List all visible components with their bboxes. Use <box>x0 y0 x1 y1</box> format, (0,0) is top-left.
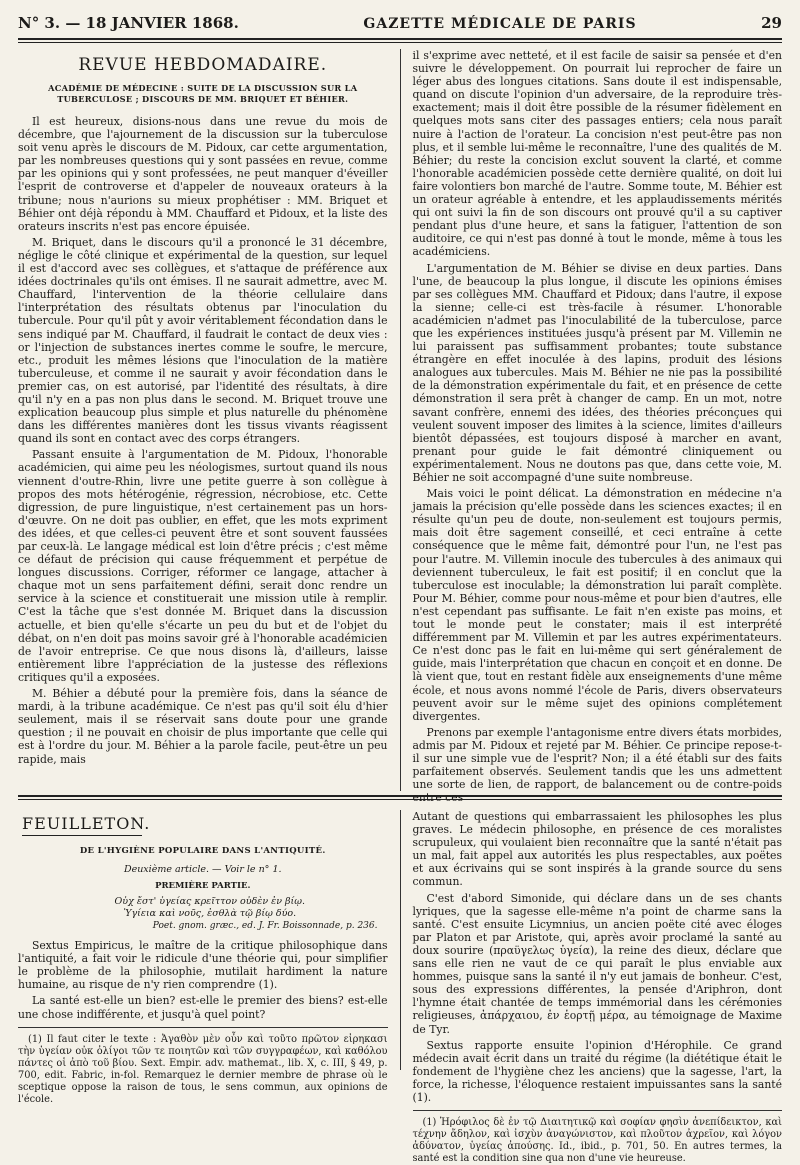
paragraph: L'argumentation de M. Béhier se divise en deux parties. Dans l'une, de beaucoup la plus longue, il discute les opinions émises par ses collègues MM. Chauffard et Pidoux; dans l'autre, il expose la sienne; celle-ci est très-facile à résumer. L'honorable académicien n'admet pas l'inoculabilité de la tuberculose, parce que les expériences instituées jusqu'à présent par M. Villemin ne lui paraissent pas suffisamment probantes; toute substance étrangère en effet inoculée à des lapins, produit des lésions analogues aux tubercules. Mais M. Béhier ne nie pas la possibilité de la démonstration expérimentale du fait, et en présence de cette démonstration il sera prêt à changer de camp. En un mot, notre savant confrère, ennemi des idées, des théories préconçues qui veulent souvent imposer des limites à la science, limites d'ailleurs bientôt dépassées, est toujours disposé à marcher en avant, prenant pour guide le fait démontré cliniquement ou expérimentalement. Nous ne doutons pas que, dans cette voie, M. Béhier ne soit accompagné d'une suite nombreuse. <box>412 261 782 484</box>
paragraph: Sextus rapporte ensuite l'opinion d'Hérophile. Ce grand médecin avait écrit dans un traité du régime (la diététique était le fondement de l'hygiène chez les anciens) que la sagesse, l'art, la force, la richesse, l'éloquence restaient impuissantes sans la santé (1). <box>412 1038 782 1104</box>
footnote: (1) Il faut citer le texte : Ἀγαθὸν μὲν οὖν καὶ τοῦτο πρῶτον εἰρηκασι τὴν ὑγείαν οὐκ ὀλίγοι τῶν τε ποιητῶν καὶ τῶν συγγραφέων, καὶ καθόλου πάντες οἱ ἀπὸ τοῦ βίου. Sext. Empir. adv. mathemat., lib. X, c. III, § 49, p. 700, edit. Fabric, in-fol. Remarquez le dernier membre de phrase où le sceptique oppose la raison de tous, le sens commun, aux opinions de l'école. <box>18 1033 388 1105</box>
footnote-rule <box>413 1110 783 1111</box>
paragraph: C'est d'abord Simonide, qui déclare dans un de ses chants lyriques, que la sagesse elle-même n'a point de charme sans la santé. C'est ensuite Licymnius, un ancien poëte cité avec éloges par Platon et par Aristote, qui, après avoir proclamé la santé au doux sourire (πραϋγελως ὑγεία), la reine des dieux, déclare que sans elle rien ne vaut de ce qui paraît le plus enviable aux hommes, puisque sans la santé il n'y eut jamais de bonheur. C'est, sous des expressions différentes, la pensée d'Ariphron, dont l'hymne était chantée de temps immémorial dans les cérémonies religieuses, ἀπάρχαιου, ἐν ἑορτῇ μέρα, au témoignage de Maxime de Tyr. <box>412 891 782 1036</box>
footnote: (1) Ἡρόφιλος δὲ ἐν τῷ Διαιτητικῷ καὶ σοφίαν φησὶν ἀνεπίδεικτον, καὶ τέχνην ἄδηλον, καὶ ἰσχὺν ἀναγώνιστον, καὶ πλοῦτον ἀχρεῖον, καὶ λόγον ἀδύνατον, ὑγείας ἀπούσης. Id., ibid., p. 701, 50. En autres termes, la santé est la condition sine qua non d'une vie heureuse. <box>412 1117 782 1165</box>
revue-subhead: ACADÉMIE DE MÉDECINE : SUITE DE LA DISCUSSION SUR LA TUBERCULOSE ; DISCOURS DE MM. BRIQUET ET BÉHIER. <box>48 83 358 104</box>
feuilleton-part: PREMIÈRE PARTIE. <box>155 881 251 891</box>
greek-epigraph-2: Ὑγίεια καὶ νοῦς, ἐσθλὰ τῷ βίῳ δύο. <box>123 908 297 919</box>
feuilleton-title: DE L'HYGIÈNE POPULAIRE DANS L'ANTIQUITÉ. <box>79 846 326 856</box>
epigraph-source: Poet. gnom. græc., ed. J. Fr. Boissonnade, p. 236. <box>152 921 378 931</box>
revue-section <box>18 49 782 805</box>
paragraph: La santé est-elle un bien? est-elle le premier des biens? est-elle une chose indifférente, et jusqu'à quel point? <box>18 994 388 1021</box>
paragraph: Il est heureux, disions-nous dans une revue du mois de décembre, que l'ajournement de la discussion sur la tuberculose soit venu après le discours de M. Pidoux, car cette argumentation, par les nombreuses questions qui y sont passées en revue, comme par les opinions qui y sont professées, ne peut manquer d'éveiller l'esprit de controverse et d'appeler de nouveaux orateurs à la tribune; nous n'aurions su mieux prophétiser : MM. Briquet et Béhier ont déjà répondu à MM. Chauffard et Pidoux, et la liste des orateurs inscrits n'est pas encore épuisée. <box>18 115 388 233</box>
paragraph: Sextus Empiricus, le maître de la critique philosophique dans l'antiquité, a fait voir le ridicule d'une théorie qui, pour simplifier le problème de la philosophie, mutilait hardiment la nature humaine, au risque de n'y rien comprendre (1). <box>18 939 388 992</box>
column-divider <box>400 810 401 1070</box>
paragraph: M. Béhier a débuté pour la première fois, dans la séance de mardi, à la tribune académique. Ce n'est pas qu'il soit élu d'hier seulement, mais il se réservait sans doute pour une grande question ; il ne pouvait en choisir de plus importante que celle qui est à l'ordre du jour. M. Béhier a la parole facile, peut-être un peu rapide, mais <box>18 687 388 766</box>
feuilleton-heading: FEUILLETON. <box>22 814 151 833</box>
feuilleton-section <box>18 810 782 1165</box>
feuilleton-subtitle: Deuxième article. — Voir le n° 1. <box>123 864 282 875</box>
paragraph: Mais voici le point délicat. La démonstration en médecine n'a jamais la précision qu'elle possède dans les sciences exactes; il en résulte qu'un peu de doute, non-seulement est toujours permis, mais doit être sagement conseillé, et ceci entraîne à cette conséquence que le même fait, démontré pour l'un, ne l'est pas pour l'autre. M. Villemin inocule des tubercules à des animaux qui deviennent tuberculeux, le fait est positif; il en conclut que la tuberculose est inoculable; la démonstration lui paraît complète. Pour M. Béhier, comme pour nous-même et pour bien d'autres, elle n'est cependant pas suffisante. Le fait n'en existe pas moins, et tout le monde peut le constater; mais il est interprété différemment par M. Villemin et par les autres expérimentateurs. Ce n'est donc pas le fait en lui-même qui sert généralement de guide, mais l'interprétation que chacun en conçoit et en donne. De là vient que, tout en restant fidèle aux enseignements d'une même école, et nous avons nommé l'école de Paris, divers observateurs peuvent avoir sur le même sujet des opinions complétement divergentes. <box>412 487 782 723</box>
issue-date: N° 3. — 18 JANVIER 1868. <box>18 14 239 32</box>
revue-left-column <box>18 49 388 791</box>
paragraph: il s'exprime avec netteté, et il est facile de saisir sa pensée et d'en suivre le développement. On pourrait lui reprocher de faire un léger abus des longues citations. Sans doute il est indispensable, quand on discute l'opinion d'un adversaire, de la reproduire très-exactement; mais il doit être possible de la résumer fidèlement en quelques mots sans citer des passages entiers; cela nous paraît nuire à l'action de l'orateur. La concision n'est peut-être pas non plus, et il semble lui-même le reconnaître, l'une des qualités de M. Béhier; du reste la concision exclut souvent la clarté, et comme l'honorable académicien possède cette dernière qualité, on doit lui faire volontiers bon marché de l'autre. Somme toute, M. Béhier est un orateur agréable à entendre, et les applaudissements mérités qui ont suivi la fin de son discours ont prouvé qu'il a su captiver pendant plus d'une heure, et sans la fatiguer, l'attention de son auditoire, ce qui n'est pas donné à tout le monde, même à tous les académiciens. <box>412 49 782 259</box>
feuilleton-rule <box>22 835 142 836</box>
greek-epigraph-1: Οὐχ ἔστ' ὑγείας κρεῖττον οὐδὲν ἐν βίῳ. <box>114 896 305 907</box>
footnote-rule <box>18 1027 388 1028</box>
paragraph: Prenons par exemple l'antagonisme entre divers états morbides, admis par M. Pidoux et rejeté par M. Béhier. Ce principe repose-t-il sur une simple vue de l'esprit? Non; il a été établi sur des faits parfaitement observés. Seulement tandis que les uns admettent une sorte de lien, de rapport, de balancement ou de contre-poids entre ces <box>412 725 782 805</box>
column-divider <box>400 49 401 791</box>
header-rule <box>18 38 782 43</box>
feuilleton-right-column <box>412 810 783 1165</box>
revue-title: REVUE HEBDOMADAIRE. <box>78 55 328 75</box>
paragraph: Passant ensuite à l'argumentation de M. Pidoux, l'honorable académicien, qui aime peu les néologismes, surtout quand ils nous viennent d'outre-Rhin, livre une petite guerre à son collègue à propos des mots hétérogénie, régression, nécrobiose, etc. Cette digression, de pure linguistique, n'est certainement pas un hors-d'œuvre. On ne doit pas oublier, en effet, que les mots expriment des idées, et que celles-ci peuvent être et sont souvent faussées par ceux-là. Le langage médical est loin d'être précis ; c'est même ce défaut de précision qui cause fréquemment et perpétue de longues discussions. Corriger, réformer ce langage, attacher à chaque mot un sens parfaitement défini, serait donc rendre un service à la science et constituerait une mission utile à remplir. C'est la tâche que s'est donnée M. Briquet dans la discussion actuelle, et bien qu'elle s'écarte un peu du but et de l'objet du débat, on n'en doit pas moins savoir gré à l'honorable académicien de l'avoir entreprise. Ce que nous disons là, d'ailleurs, laisse entièrement libre l'appréciation de la justesse des réflexions critiques qu'il a exposées. <box>18 448 388 684</box>
feuilleton-left-column <box>18 810 388 1105</box>
journal-title: GAZETTE MÉDICALE DE PARIS <box>363 16 637 32</box>
page-header <box>18 14 782 36</box>
revue-right-column <box>412 49 783 805</box>
paragraph: M. Briquet, dans le discours qu'il a prononcé le 31 décembre, néglige le côté clinique et expérimental de la question, sur lequel il est d'accord avec ses collègues, et s'attaque de préférence aux idées doctrinales qu'ils ont émises. Il ne saurait admettre, avec M. Chauffard, l'intervention de la théorie cellulaire dans l'interprétation des résultats obtenus par l'inoculation du tubercule. Pour qu'il pût y avoir véritablement fécondation dans le sens indiqué par M. Chauffard, il faudrait le contact de deux vies : or l'injection de substances inertes comme le soufre, le mercure, etc., produit les mêmes lésions que l'inoculation de la matière tuberculeuse, et comme il ne saurait y avoir fécondation dans le premier cas, on est autorisé, par l'identité des résultats, à dire qu'il n'y en a pas non plus dans le second. M. Briquet trouve une explication beaucoup plus simple et plus naturelle du phénomène dans les différentes manières dont les tissus vivants réagissent quand ils sont en contact avec des corps étrangers. <box>18 235 388 446</box>
paragraph: Autant de questions qui embarrassaient les philosophes les plus graves. Le médecin philosophe, en présence de ces moralistes scrupuleux, qui voulaient bien reconnaître que la santé n'était pas un mal, fait appel aux autorités les plus respectables, aux poëtes et aux écrivains qui se sont inspirés à la grande source du sens commun. <box>412 810 782 889</box>
page-number: 29 <box>761 14 782 32</box>
